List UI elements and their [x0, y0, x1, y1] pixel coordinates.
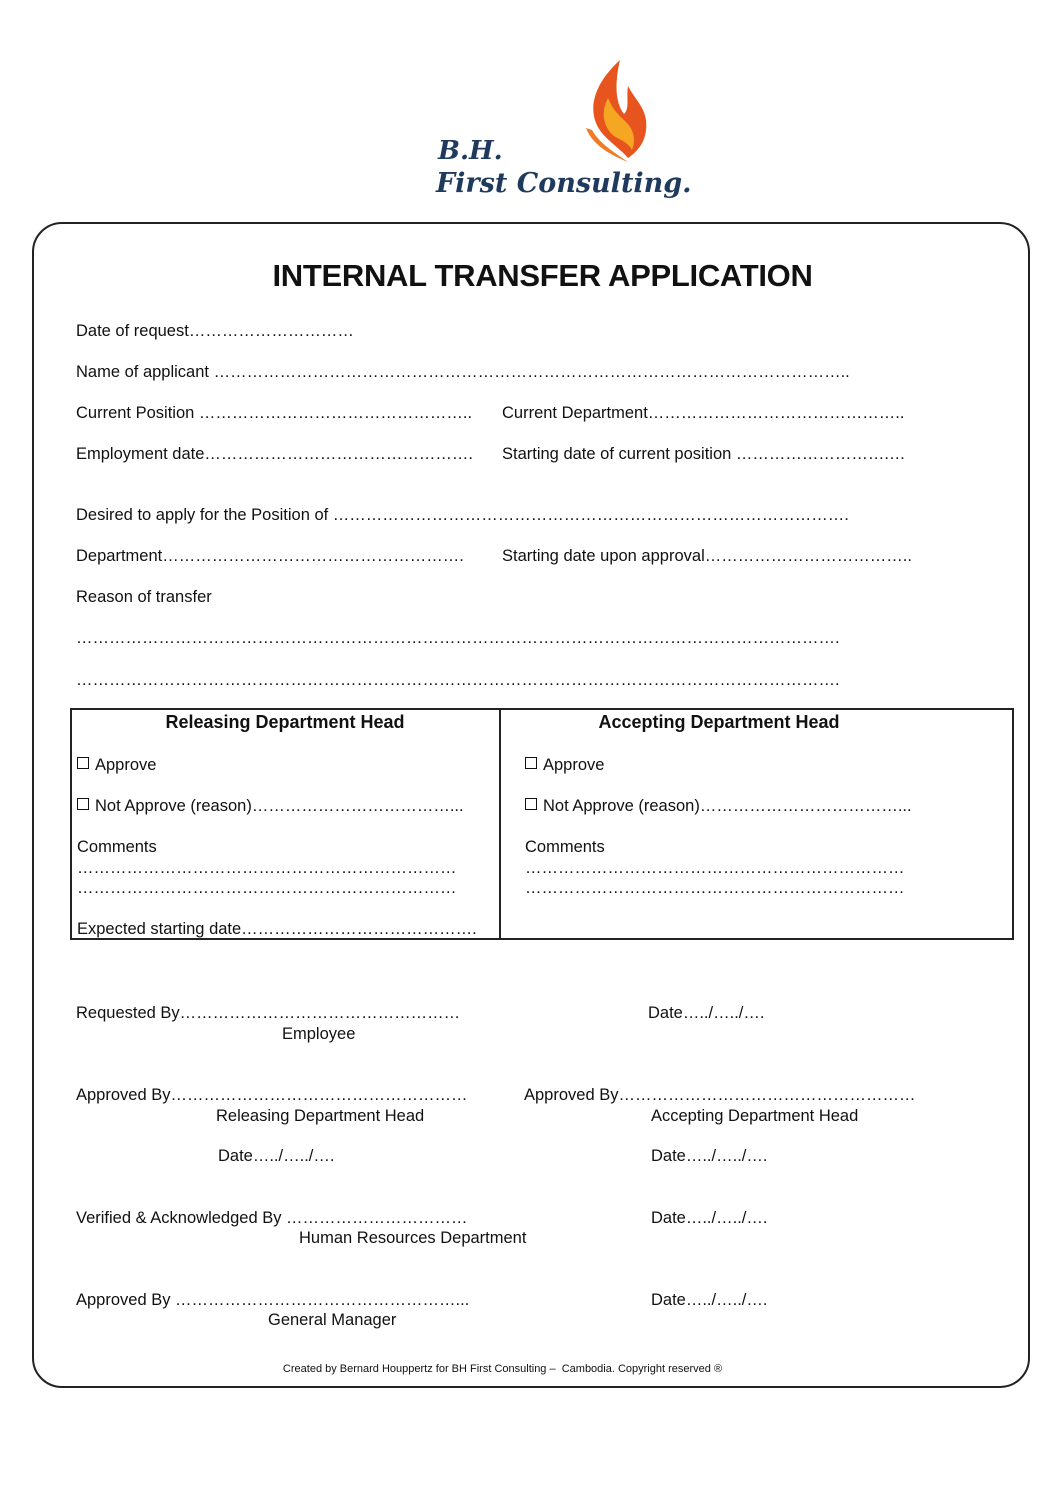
releasing-approve-label: Approve	[95, 756, 157, 774]
releasing-date-field[interactable]: Date…../…../….	[218, 1147, 335, 1165]
starting-date-current-field[interactable]: Starting date of current position ……………………….…	[502, 445, 906, 463]
reason-line-1[interactable]: ………………………………………………………………………………………………………………………….	[76, 629, 840, 647]
date-of-request-field[interactable]: Date of request…………………………	[76, 322, 354, 340]
accepting-not-approve-checkbox[interactable]	[525, 798, 537, 810]
logo-text-line2: First Consulting.	[436, 168, 692, 199]
accepting-not-approve-option[interactable]	[525, 796, 912, 816]
releasing-comments-line-1[interactable]: ……………………………………………………………	[77, 859, 457, 877]
verified-date-field[interactable]: Date…../…../….	[651, 1209, 768, 1227]
releasing-approve-checkbox[interactable]	[77, 757, 89, 769]
hr-department-caption: Human Resources Department	[299, 1229, 527, 1247]
accepting-approve-label: Approve	[543, 756, 605, 774]
gm-date-field[interactable]: Date…../…../….	[651, 1291, 768, 1309]
accepting-head-heading: Accepting Department Head	[598, 712, 840, 732]
requested-date-field[interactable]: Date…../…../….	[648, 1004, 765, 1022]
approval-divider	[499, 708, 501, 940]
releasing-head-caption: Releasing Department Head	[216, 1107, 425, 1125]
accepting-comments-line-2[interactable]: ……………………………………………………………	[525, 879, 905, 897]
current-position-field[interactable]: Current Position …………………………………………..	[76, 404, 473, 422]
approved-by-gm-field[interactable]: Approved By ……………………………………………...	[76, 1291, 470, 1309]
accepting-comments-line-1[interactable]: ……………………………………………………………	[525, 859, 905, 877]
name-of-applicant-field[interactable]: Name of applicant ……………………………………………………………………………………………………..	[76, 363, 850, 381]
accepting-head-caption: Accepting Department Head	[651, 1107, 859, 1125]
releasing-approve-option[interactable]	[77, 755, 156, 775]
reason-line-2[interactable]: ………………………………………………………………………………………………………………………….	[76, 671, 840, 689]
accepting-not-approve-label: Not Approve (reason)………………………………...	[543, 797, 912, 815]
flame-icon	[578, 58, 658, 168]
copyright-note: Created by Bernard Houppertz for BH First Consulting – Cambodia. Copyright reserved ®	[282, 1363, 723, 1375]
accepting-approve-checkbox[interactable]	[525, 757, 537, 769]
requested-by-field[interactable]: Requested By……………………………………………	[76, 1004, 461, 1022]
approved-by-accepting-field[interactable]: Approved By………………………………………………	[524, 1086, 916, 1104]
expected-starting-date-field[interactable]: Expected starting date…………………………………….	[77, 920, 477, 938]
general-manager-caption: General Manager	[268, 1311, 397, 1329]
department-field[interactable]: Department……………………………………………….	[76, 547, 464, 565]
logo-text-line1: B.H.	[438, 136, 503, 166]
company-logo	[430, 58, 692, 208]
current-department-field[interactable]: Current Department………………………………………..	[502, 404, 905, 422]
releasing-comments-label: Comments	[77, 838, 157, 856]
releasing-not-approve-label: Not Approve (reason)………………………………...	[95, 797, 464, 815]
releasing-comments-line-2[interactable]: ……………………………………………………………	[77, 879, 457, 897]
releasing-not-approve-checkbox[interactable]	[77, 798, 89, 810]
releasing-not-approve-option[interactable]	[77, 796, 464, 816]
releasing-head-heading: Releasing Department Head	[165, 712, 405, 732]
reason-of-transfer-label: Reason of transfer	[76, 588, 212, 606]
accepting-comments-label: Comments	[525, 838, 605, 856]
employment-date-field[interactable]: Employment date………………………………………….	[76, 445, 473, 463]
employee-caption: Employee	[282, 1025, 356, 1043]
starting-date-approval-field[interactable]: Starting date upon approval………………………………..	[502, 547, 912, 565]
accepting-date-field[interactable]: Date…../…../….	[651, 1147, 768, 1165]
desired-position-field[interactable]: Desired to apply for the Position of ………………………………………………………………………………….	[76, 506, 849, 524]
form-title: INTERNAL TRANSFER APPLICATION	[272, 258, 813, 293]
verified-by-field[interactable]: Verified & Acknowledged By ……………………………	[76, 1209, 468, 1227]
approval-box	[70, 708, 1014, 940]
accepting-approve-option[interactable]	[525, 755, 604, 775]
approved-by-releasing-field[interactable]: Approved By………………………………………………	[76, 1086, 468, 1104]
